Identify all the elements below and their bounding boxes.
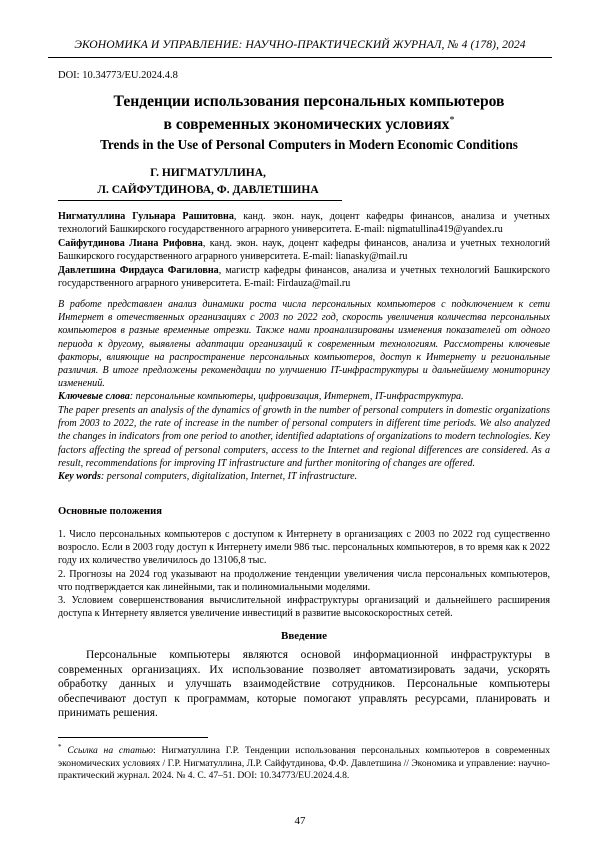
footnote	[58, 741, 550, 783]
header-rule	[48, 57, 552, 58]
footnote-text: : Нигматуллина Г.Р. Тенденции использования персональных компьютеров в современных экономических условиях / Г.Р. Нигматуллина, Л.Р. Сайфутдинова, Ф.Ф. Давлетшина // Экономика и управление: научно-практический журнал. 2024. № 4. С. 47–51. DOI: 10.34773/EU.2024.4.8.	[58, 745, 550, 782]
abstract-ru-text: В работе представлен анализ динамики роста числа персональных компьютеров с подключением к сети Интернет в отечественных организациях с 2003 по 2022 год, скорость увеличения количества персональных компьютеров в разные временные отрезки. Также нами проанализированы изменения показателей от одного периода к другому, выявлены адаптации организаций к современным технологиям. Рассмотрены ключевые факторы, влияющие на распространение персональных компьютеров, доступ к Интернету и региональные различия. В итоге предложены рекомендации по улучшению IT-инфраструктуры и дальнейшему мониторингу изменений.	[58, 299, 550, 390]
introduction-text	[58, 648, 550, 721]
author-name-1: Нигматуллина Гульнара Рашитовна	[58, 211, 234, 222]
footnote-label: Ссылка на статью	[67, 745, 154, 757]
key-point-2: 2. Прогнозы на 2024 год указывают на продолжение тенденции увеличения числа персональных компьютеров, что подтверждается как линейными, так и полиномиальными моделями.	[58, 568, 550, 593]
author-name-2: Сайфутдинова Лиана Рифовна	[58, 238, 203, 249]
key-point-3: 3. Условием совершенствования вычислительной инфраструктуры организаций и дальнейшего расширения доступа к Интернету является увеличение инвестиций в развитие высокоскоростных сетей.	[58, 595, 550, 620]
key-point-1: 1. Число персональных компьютеров с доступом к Интернету в организациях с 2003 по 2022 год существенно возросло. Если в 2003 году доступ к Интернету имели 986 тыс. персональных компьютеров, в то время как к 2022 году их количество увеличилось до 13106,8 тыс.	[58, 529, 550, 567]
author-details-3: , магистр кафедры финансов, анализа и учетных технологий Башкирского государственного аграрного университета. E-mail: Firdauza@mail.ru	[58, 265, 550, 290]
authors-line-1: Г. НИГМАТУЛЛИНА,	[150, 167, 266, 179]
authors-line-2: Л. САЙФУТДИНОВА, Ф. ДАВЛЕТШИНА	[97, 184, 319, 196]
page-number: 47	[294, 815, 306, 827]
key-points-list	[58, 528, 550, 620]
authors-rule	[58, 200, 342, 201]
author-details-1: , канд. экон. наук, доцент кафедры финансов, анализа и учетных технологий Башкирского государственного аграрного университета. E-mail: nigmatullina419@yandex.ru	[58, 211, 550, 236]
footnote-mark: *	[58, 743, 62, 751]
key-points-title: Основные положения	[58, 506, 162, 517]
affiliation-3	[58, 264, 550, 290]
abstract-ru	[58, 298, 550, 404]
doi: DOI: 10.34773/EU.2024.4.8	[58, 70, 178, 81]
introduction-title: Введение	[280, 630, 328, 642]
introduction-body: Персональные компьютеры являются основой информационной инфраструктуры в современных организациях. Их использование позволяет автоматизировать задачи, ускорять обработку данных и улучшать взаимодействие сотрудников. Персональные компьютеры обеспечивают доступ к программам, которые помогают управлять ресурсами, планировать и принимать решения.	[58, 649, 550, 719]
keywords-ru-label: Ключевые слова	[58, 391, 130, 403]
keywords-en: : personal computers, digitalization, Internet, IT infrastructure.	[100, 471, 358, 483]
authors-block	[58, 165, 358, 199]
title-ru-line-2: в современных экономических условиях	[163, 116, 450, 134]
footnote-rule	[58, 737, 208, 738]
keywords-ru: : персональные компьютеры, цифровизация, Интернет, IT-инфраструктура.	[129, 391, 464, 403]
affiliation-1	[58, 210, 550, 236]
article-title-ru	[58, 92, 560, 134]
abstract-en-text: The paper presents an analysis of the dynamics of growth in the number of personal computers in domestic organizations from 2003 to 2022, the rate of increase in the number of personal computers in different time periods. We also analyzed the changes in indicators from one period to another, identified adaptations of organizations to modern technologies. Key factors affecting the spread of personal computers, access to the Internet and regional differences are considered. As a result, recommendations for improving IT infrastructure and further monitoring of changes are offered.	[58, 405, 550, 469]
keywords-en-label: Key words	[58, 471, 101, 483]
author-name-3: Давлетшина Фирдауса Фагиловна	[58, 265, 219, 276]
author-details-2: , канд. экон. наук, доцент кафедры финансов, анализа и учетных технологий Башкирского государственного аграрного университета. E-mail: lianasky@mail.ru	[58, 238, 550, 263]
title-footnote-mark: *	[449, 115, 455, 126]
abstract-en	[58, 404, 550, 483]
affiliation-2	[58, 237, 550, 263]
running-head: ЭКОНОМИКА И УПРАВЛЕНИЕ: НАУЧНО-ПРАКТИЧЕСКИЙ ЖУРНАЛ, № 4 (178), 2024	[74, 38, 526, 51]
article-title-en: Trends in the Use of Personal Computers in Modern Economic Conditions	[100, 137, 518, 152]
title-ru-line-1: Тенденции использования персональных компьютеров	[113, 93, 505, 110]
